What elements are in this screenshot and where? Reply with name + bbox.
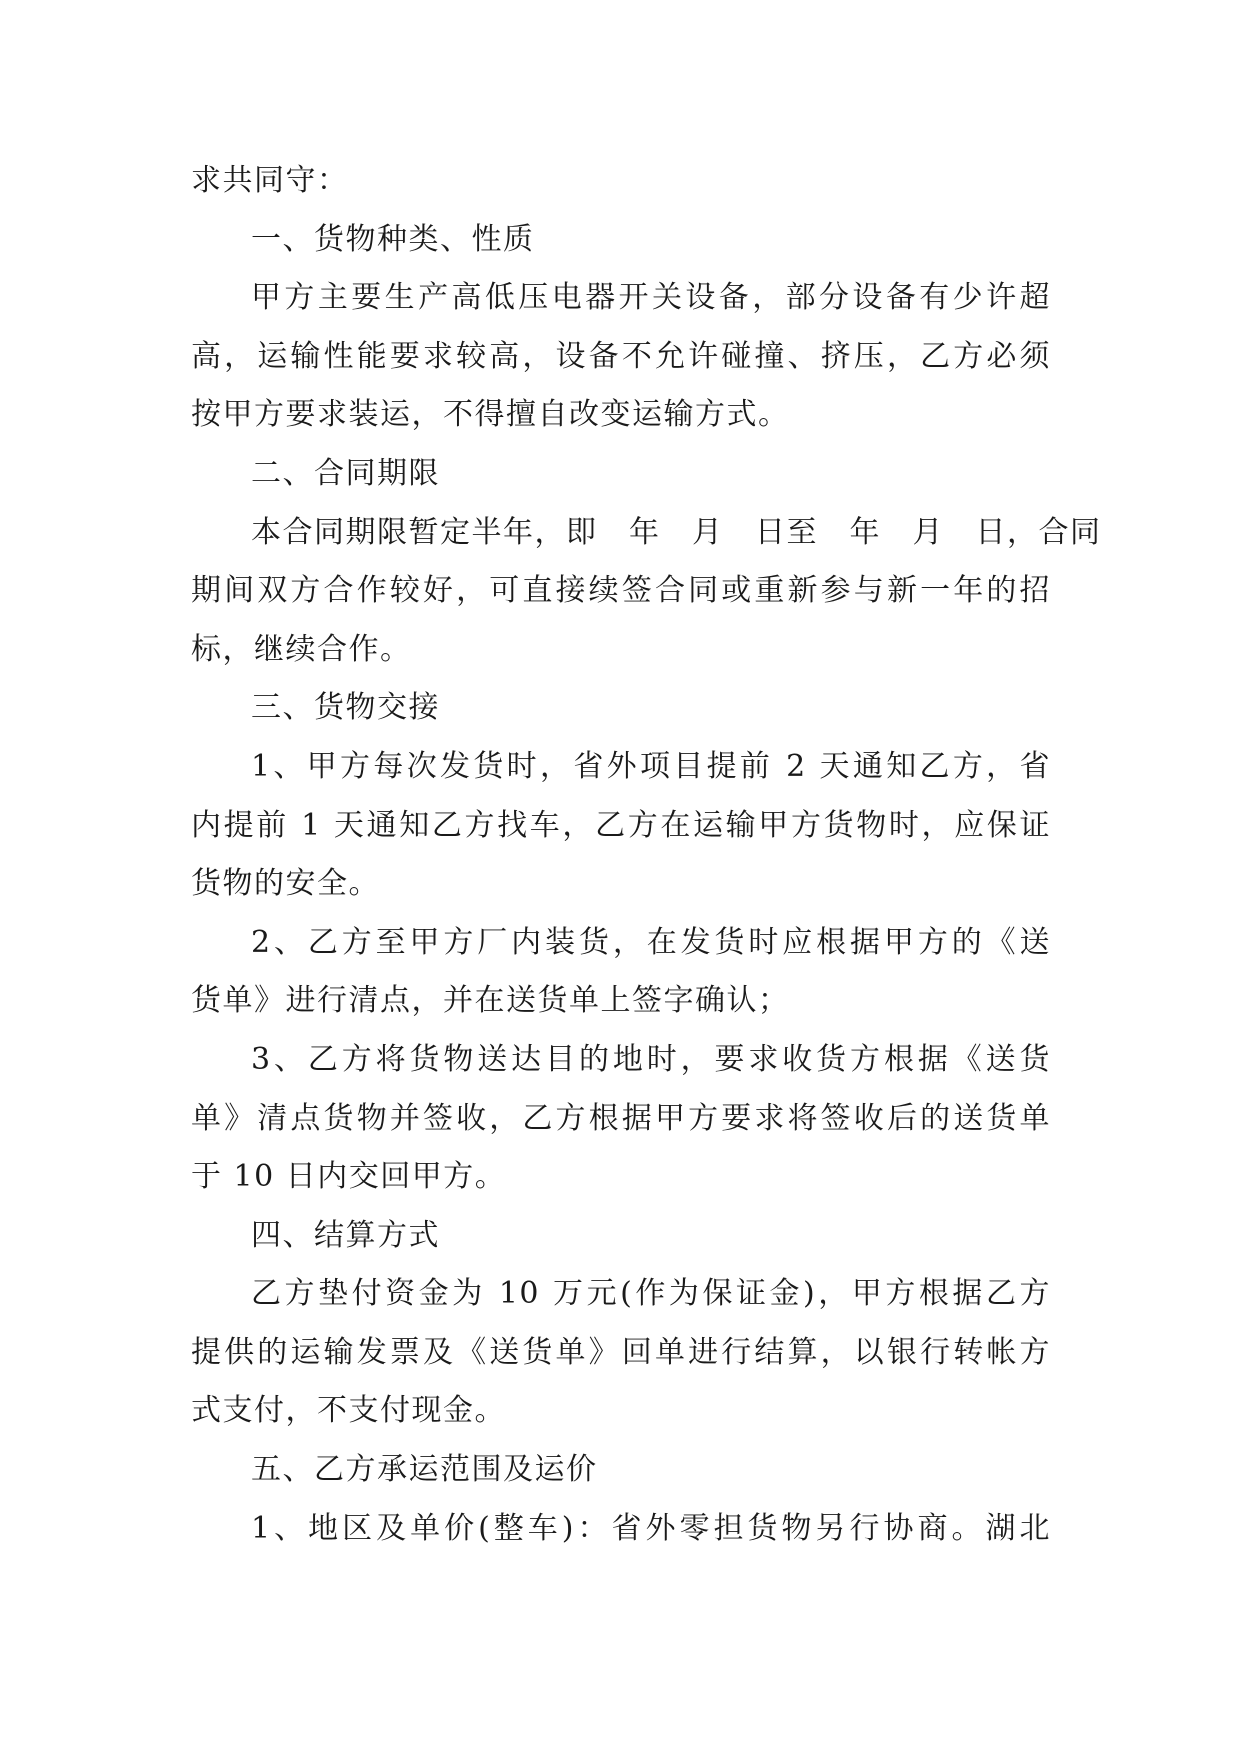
text-line: 内提前 1 天通知乙方找车，乙方在运输甲方货物时，应保证	[191, 807, 1051, 843]
section-heading: 三、货物交接	[251, 690, 440, 726]
text-line: 1、甲方每次发货时，省外项目提前 2 天通知乙方，省	[251, 748, 1051, 784]
text-line: 提供的运输发票及《送货单》回单进行结算，以银行转帐方	[191, 1334, 1051, 1370]
text-line: 式支付，不支付现金。	[191, 1393, 506, 1429]
section-heading: 四、结算方式	[251, 1217, 440, 1253]
text-line: 甲方主要生产高低压电器开关设备，部分设备有少许超	[251, 280, 1051, 316]
text-line: 2、乙方至甲方厂内装货，在发货时应根据甲方的《送	[251, 924, 1051, 960]
text-line: 本合同期限暂定半年，即 年 月 日至 年 月 日，合同	[251, 514, 1102, 550]
text-line: 乙方垫付资金为 10 万元(作为保证金)，甲方根据乙方	[251, 1276, 1051, 1312]
text-line: 期间双方合作较好，可直接续签合同或重新参与新一年的招	[191, 573, 1051, 609]
text-line: 高，运输性能要求较高，设备不允许碰撞、挤压，乙方必须	[191, 338, 1051, 374]
text-line: 货单》进行清点，并在送货单上签字确认；	[191, 983, 790, 1019]
section-heading: 五、乙方承运范围及运价	[251, 1452, 598, 1488]
text-line: 1、地区及单价(整车)：省外零担货物另行协商。湖北	[251, 1510, 1051, 1546]
text-line: 货物的安全。	[191, 866, 380, 902]
text-line: 按甲方要求装运，不得擅自改变运输方式。	[191, 397, 790, 433]
section-heading: 一、货物种类、性质	[251, 221, 535, 257]
text-line: 标，继续合作。	[191, 631, 412, 667]
text-line: 求共同守：	[191, 163, 349, 198]
text-line: 3、乙方将货物送达目的地时，要求收货方根据《送货	[251, 1041, 1051, 1077]
section-heading: 二、合同期限	[251, 455, 440, 491]
text-line: 单》清点货物并签收，乙方根据甲方要求将签收后的送货单	[191, 1100, 1051, 1136]
document-page	[191, 152, 1102, 1558]
text-line: 于 10 日内交回甲方。	[191, 1159, 507, 1195]
